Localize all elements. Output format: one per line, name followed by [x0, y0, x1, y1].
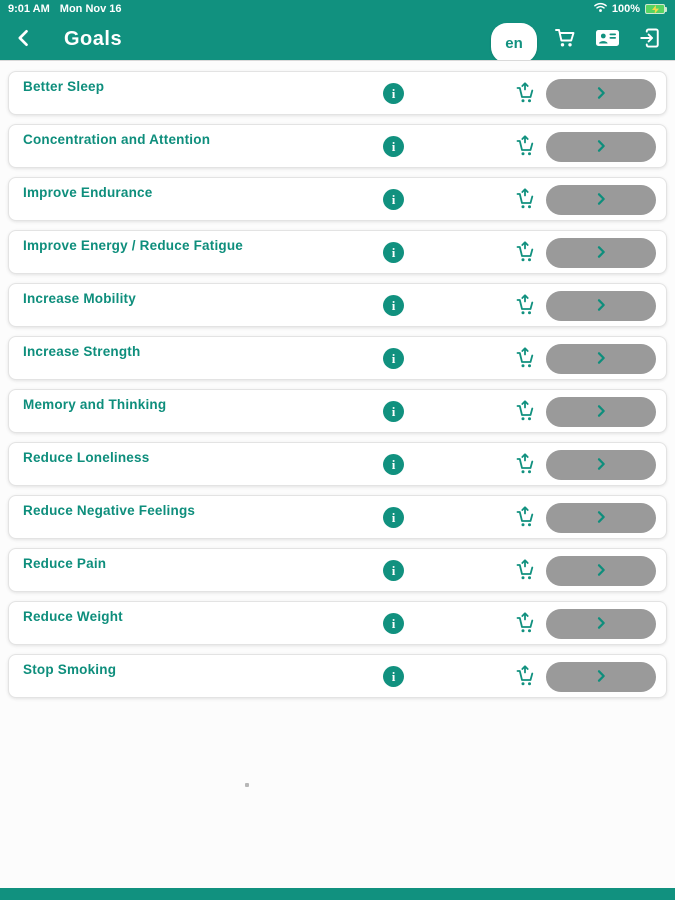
goal-open-button[interactable]: [546, 556, 656, 586]
info-icon[interactable]: i: [383, 136, 404, 157]
cart-arrow-up-icon: [513, 293, 537, 320]
goal-title: Better Sleep: [23, 79, 105, 94]
goal-row[interactable]: [8, 442, 667, 486]
chevron-right-icon: [593, 615, 609, 634]
goal-title: Stop Smoking: [23, 662, 117, 677]
goal-title: Concentration and Attention: [23, 132, 211, 147]
cart-arrow-up-icon: [513, 558, 537, 585]
goal-title: Reduce Negative Feelings: [23, 503, 196, 518]
info-icon[interactable]: i: [383, 613, 404, 634]
add-to-cart-button[interactable]: [512, 81, 538, 107]
cart-arrow-up-icon: [513, 81, 537, 108]
add-to-cart-button[interactable]: [512, 664, 538, 690]
info-icon[interactable]: i: [383, 83, 404, 104]
goal-open-button[interactable]: [546, 344, 656, 374]
chevron-right-icon: [593, 350, 609, 369]
info-icon[interactable]: i: [383, 189, 404, 210]
contact-card-button[interactable]: [593, 25, 622, 54]
goal-row[interactable]: [8, 336, 667, 380]
language-button[interactable]: en: [491, 23, 537, 63]
goal-open-button[interactable]: [546, 238, 656, 268]
date: Mon Nov 16: [59, 3, 122, 15]
add-to-cart-button[interactable]: [512, 505, 538, 531]
goal-open-button[interactable]: [546, 185, 656, 215]
bottom-nav-bar: [0, 888, 675, 900]
battery-charging-icon: [645, 4, 667, 14]
info-icon[interactable]: i: [383, 348, 404, 369]
chevron-right-icon: [593, 297, 609, 316]
app-header: [0, 18, 675, 60]
goal-open-button[interactable]: [546, 609, 656, 639]
chevron-right-icon: [593, 85, 609, 104]
add-to-cart-button[interactable]: [512, 611, 538, 637]
add-to-cart-button[interactable]: [512, 187, 538, 213]
goal-open-button[interactable]: [546, 397, 656, 427]
goal-title: Reduce Weight: [23, 609, 123, 624]
cart-arrow-up-icon: [513, 664, 537, 691]
chevron-right-icon: [593, 191, 609, 210]
goal-row[interactable]: [8, 177, 667, 221]
add-to-cart-button[interactable]: [512, 558, 538, 584]
chevron-left-icon: [14, 28, 34, 51]
goal-title: Reduce Pain: [23, 556, 107, 571]
info-icon[interactable]: i: [383, 295, 404, 316]
chevron-right-icon: [593, 509, 609, 528]
goal-row[interactable]: [8, 389, 667, 433]
cart-icon: [553, 26, 577, 53]
info-icon[interactable]: i: [383, 666, 404, 687]
info-icon[interactable]: i: [383, 242, 404, 263]
contact-card-icon: [595, 27, 620, 52]
cart-arrow-up-icon: [513, 240, 537, 267]
goal-row[interactable]: [8, 124, 667, 168]
goal-open-button[interactable]: [546, 132, 656, 162]
chevron-right-icon: [593, 668, 609, 687]
cart-arrow-up-icon: [513, 187, 537, 214]
cart-arrow-up-icon: [513, 346, 537, 373]
info-icon[interactable]: i: [383, 507, 404, 528]
stray-dot: [245, 783, 249, 787]
status-bar: [0, 0, 675, 18]
exit-button[interactable]: [636, 25, 663, 54]
goal-title: Increase Strength: [23, 344, 141, 359]
goal-open-button[interactable]: [546, 450, 656, 480]
cart-arrow-up-icon: [513, 399, 537, 426]
cart-arrow-up-icon: [513, 611, 537, 638]
goal-title: Improve Energy / Reduce Fatigue: [23, 238, 244, 253]
goal-row[interactable]: [8, 71, 667, 115]
goal-open-button[interactable]: [546, 79, 656, 109]
exit-icon: [638, 27, 661, 52]
goal-open-button[interactable]: [546, 503, 656, 533]
add-to-cart-button[interactable]: [512, 134, 538, 160]
goal-row[interactable]: [8, 495, 667, 539]
chevron-right-icon: [593, 244, 609, 263]
clock: 9:01 AM: [8, 3, 50, 15]
goal-row[interactable]: [8, 601, 667, 645]
goal-title: Reduce Loneliness: [23, 450, 150, 465]
info-icon[interactable]: i: [383, 401, 404, 422]
chevron-right-icon: [593, 403, 609, 422]
cart-arrow-up-icon: [513, 505, 537, 532]
info-icon[interactable]: i: [383, 454, 404, 475]
goal-row[interactable]: [8, 548, 667, 592]
goal-open-button[interactable]: [546, 662, 656, 692]
add-to-cart-button[interactable]: [512, 452, 538, 478]
goal-title: Increase Mobility: [23, 291, 136, 306]
chevron-right-icon: [593, 562, 609, 581]
info-icon[interactable]: i: [383, 560, 404, 581]
goal-row[interactable]: [8, 654, 667, 698]
page-title: Goals: [64, 27, 123, 50]
add-to-cart-button[interactable]: [512, 293, 538, 319]
battery-percent: 100%: [611, 3, 640, 15]
chevron-right-icon: [593, 456, 609, 475]
goal-open-button[interactable]: [546, 291, 656, 321]
cart-arrow-up-icon: [513, 452, 537, 479]
cart-button[interactable]: [551, 24, 579, 55]
back-button[interactable]: [12, 26, 36, 53]
goal-title: Memory and Thinking: [23, 397, 167, 412]
goal-row[interactable]: [8, 283, 667, 327]
chevron-right-icon: [593, 138, 609, 157]
add-to-cart-button[interactable]: [512, 240, 538, 266]
goal-row[interactable]: [8, 230, 667, 274]
goals-list: [0, 60, 675, 900]
goal-title: Improve Endurance: [23, 185, 153, 200]
cart-arrow-up-icon: [513, 134, 537, 161]
add-to-cart-button[interactable]: [512, 346, 538, 372]
wifi-icon: [594, 2, 607, 16]
add-to-cart-button[interactable]: [512, 399, 538, 425]
